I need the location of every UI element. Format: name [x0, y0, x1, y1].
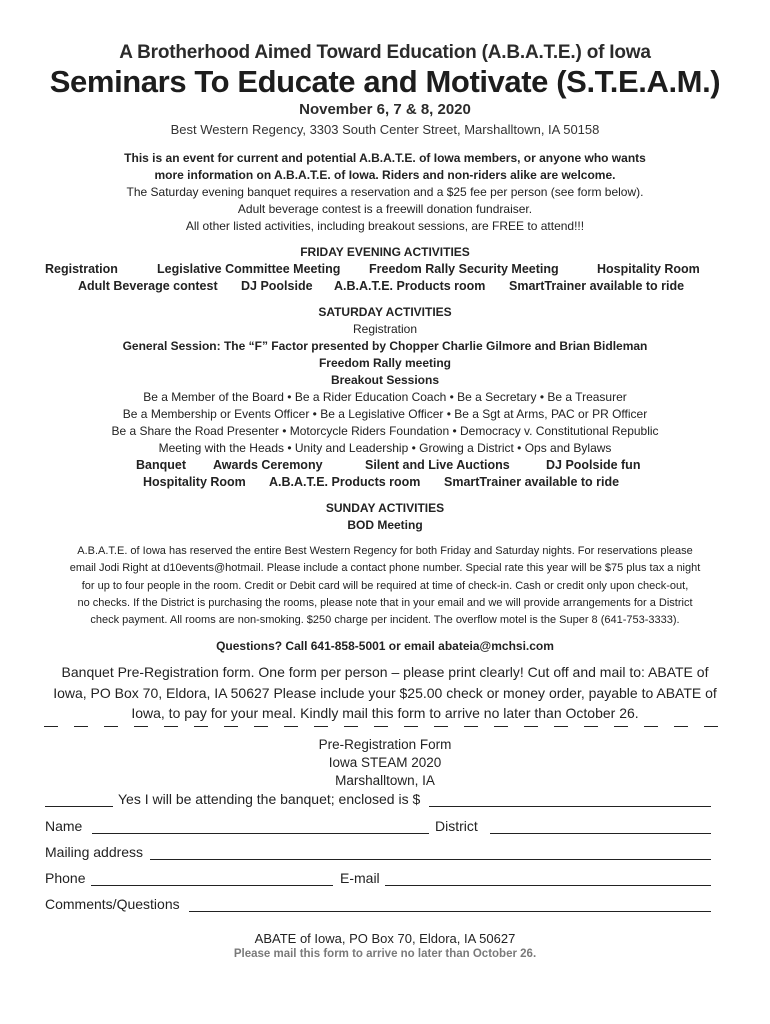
form-title: Pre-Registration Form	[318, 737, 452, 752]
cut-line	[44, 726, 728, 727]
breakout-line-1: Be a Member of the Board • Be a Rider Education Coach • Be a Secretary • Be a Treasurer	[143, 390, 627, 404]
form-location: Marshalltown, IA	[335, 773, 435, 788]
lodging-line: for up to four people in the room. Credit or Debit card will be required at time of check-in. Cash or credit only upon check-out,	[81, 579, 689, 592]
mailing-address-label: Mailing address	[45, 844, 144, 860]
name-field[interactable]	[92, 833, 429, 834]
friday-item: A.B.A.T.E. Products room	[334, 279, 486, 293]
comments-field[interactable]	[189, 911, 711, 912]
sunday-heading: SUNDAY ACTIVITIES	[325, 501, 445, 515]
phone-field[interactable]	[91, 885, 333, 886]
breakout-line-4: Meeting with the Heads • Unity and Leadership • Growing a District • Ops and Bylaws	[158, 441, 612, 455]
lodging-paragraph	[50, 543, 720, 629]
saturday-item: DJ Poolside fun	[546, 458, 641, 472]
breakout-line-2: Be a Membership or Events Officer • Be a Legislative Officer • Be a Sgt at Arms, PAC or PR Officer	[122, 407, 648, 421]
district-field[interactable]	[490, 833, 711, 834]
attendee-count-field[interactable]	[45, 806, 113, 807]
saturday-item: Awards Ceremony	[213, 458, 323, 472]
mailing-address-field[interactable]	[150, 859, 711, 860]
form-subtitle: Iowa STEAM 2020	[328, 755, 442, 770]
friday-heading: FRIDAY EVENING ACTIVITIES	[300, 245, 470, 259]
event-dates: November 6, 7 & 8, 2020	[299, 101, 471, 118]
saturday-row-2	[0, 475, 770, 491]
friday-item: Adult Beverage contest	[78, 279, 218, 293]
saturday-item: Banquet	[136, 458, 186, 472]
banquet-instructions	[40, 662, 730, 724]
comments-label: Comments/Questions	[45, 896, 180, 912]
lodging-line: A.B.A.T.E. of Iowa has reserved the entire Best Western Regency for both Friday and Saturday nights. For reservations please	[77, 545, 693, 557]
intro-line-3: The Saturday evening banquet requires a reservation and a $25 fee per person (see form below).	[126, 185, 644, 199]
name-label: Name	[45, 818, 83, 834]
questions-contact: Questions? Call 641-858-5001 or email abateia@mchsi.com	[216, 639, 554, 653]
friday-item: Freedom Rally Security Meeting	[369, 262, 559, 276]
friday-item: Registration	[45, 262, 118, 276]
lodging-line: check payment. All rooms are non-smoking. $250 charge per incident. The overflow motel is the Super 8 (641-753-3333).	[90, 614, 680, 627]
saturday-item: A.B.A.T.E. Products room	[269, 475, 421, 489]
friday-row-1	[0, 262, 770, 278]
intro-bold-line-2: more information on A.B.A.T.E. of Iowa. Riders and non-riders alike are welcome.	[154, 168, 616, 182]
organization-line: A Brotherhood Aimed Toward Education (A.B.A.T.E.) of Iowa	[119, 42, 651, 63]
banquet-instructions-line: Banquet Pre-Registration form. One form per person – please print clearly! Cut off and mail to: ABATE of	[61, 664, 709, 680]
banquet-instructions-line: Iowa, PO Box 70, Eldora, IA 50627 Please include your $25.00 check or money order, payable to ABATE of	[53, 684, 717, 701]
email-field[interactable]	[385, 885, 711, 886]
friday-row-2	[0, 279, 770, 295]
email-label: E-mail	[340, 870, 380, 886]
phone-label: Phone	[45, 870, 86, 886]
attending-label: Yes I will be attending the banquet; enclosed is $	[118, 791, 421, 807]
amount-enclosed-field[interactable]	[429, 806, 711, 807]
saturday-item: Hospitality Room	[143, 475, 246, 489]
saturday-general-session: General Session: The “F” Factor presented by Chopper Charlie Gilmore and Brian Bidleman	[122, 339, 648, 353]
banquet-instructions-line: Iowa, to pay for your meal. Kindly mail this form to arrive no later than October 26.	[131, 705, 639, 721]
page-title: Seminars To Educate and Motivate (S.T.E.A.M.)	[49, 64, 721, 99]
saturday-heading: SATURDAY ACTIVITIES	[318, 305, 452, 319]
friday-item: DJ Poolside	[241, 279, 313, 293]
lodging-line: no checks. If the District is purchasing the rooms, please note that in your email and we will provide arrangements for a District	[77, 596, 693, 609]
intro-line-4: Adult beverage contest is a freewill donation fundraiser.	[237, 202, 533, 216]
mailing-address-footer: ABATE of Iowa, PO Box 70, Eldora, IA 50627	[254, 931, 516, 946]
saturday-item: SmartTrainer available to ride	[444, 475, 620, 489]
intro-line-5: All other listed activities, including breakout sessions, are FREE to attend!!!	[185, 219, 585, 233]
saturday-registration: Registration	[352, 322, 418, 336]
district-label: District	[435, 818, 478, 834]
saturday-freedom-rally: Freedom Rally meeting	[318, 356, 452, 370]
intro-bold-line-1: This is an event for current and potential A.B.A.T.E. of Iowa members, or anyone who wants	[124, 151, 646, 165]
mail-deadline-note: Please mail this form to arrive no later than October 26.	[233, 948, 537, 960]
sunday-bod-meeting: BOD Meeting	[347, 518, 423, 532]
breakout-heading: Breakout Sessions	[330, 373, 440, 387]
friday-item: SmartTrainer available to ride	[509, 279, 685, 293]
event-venue: Best Western Regency, 3303 South Center Street, Marshalltown, IA 50158	[170, 122, 600, 137]
breakout-line-3: Be a Share the Road Presenter • Motorcycle Riders Foundation • Democracy v. Constitutional Republic	[111, 424, 659, 438]
lodging-line: email Jodi Right at d10events@hotmail. Please include a contact phone number. Special rate this year will be $75 plus tax a night	[69, 562, 701, 575]
saturday-row-1	[0, 458, 770, 474]
saturday-item: Silent and Live Auctions	[365, 458, 510, 472]
friday-item: Hospitality Room	[597, 262, 700, 276]
friday-item: Legislative Committee Meeting	[157, 262, 341, 276]
